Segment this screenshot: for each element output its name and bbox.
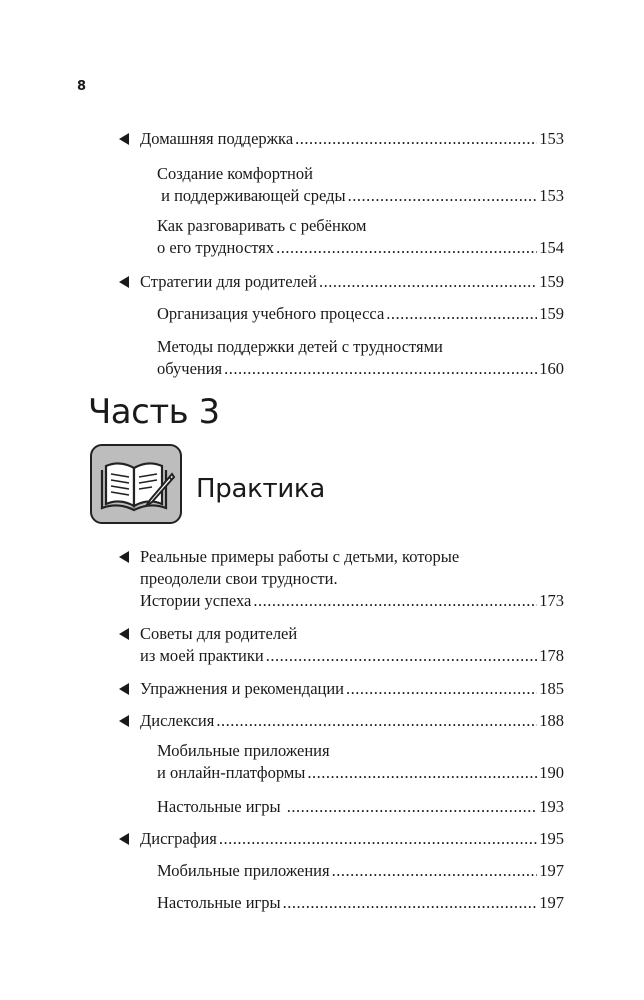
toc-entry (140, 271, 564, 293)
dot-leader (219, 828, 537, 850)
toc-page-number: 195 (539, 829, 564, 848)
toc-entry (140, 678, 564, 700)
toc-entry-title: Организация учебного процесса (157, 304, 385, 323)
toc-page-number: 190 (539, 763, 564, 782)
toc-page-number: 188 (539, 711, 564, 730)
page-number: 8 (77, 79, 87, 94)
toc-entry-title: и онлайн-платформы (157, 763, 306, 782)
toc-entry-title: о его трудностях (157, 238, 275, 257)
toc-page-number: 154 (539, 238, 564, 257)
toc-subentry (157, 303, 564, 325)
open-book-with-pen-icon (92, 446, 180, 522)
toc-entry-title: преодолели свои трудности. (140, 569, 338, 588)
dot-leader (283, 892, 538, 914)
toc-page-number: 153 (539, 186, 564, 205)
dot-leader (276, 237, 537, 259)
triangle-bullet-icon (119, 551, 129, 563)
triangle-bullet-icon (119, 683, 129, 695)
toc-subentry (157, 163, 564, 207)
toc-page-number: 197 (539, 861, 564, 880)
toc-subentry (157, 740, 564, 784)
toc-entry-title: Дисграфия (140, 829, 217, 848)
toc-entry-title: Дислексия (140, 711, 215, 730)
toc-subentry (157, 860, 564, 882)
toc-entry (140, 128, 564, 150)
part-name: Практика (196, 474, 325, 504)
triangle-bullet-icon (119, 276, 129, 288)
toc-entry-title: Мобильные приложения (157, 741, 330, 760)
part-icon-box (90, 444, 182, 524)
dot-leader (253, 590, 537, 612)
toc-subentry (157, 336, 564, 380)
toc-entry-title: Упражнения и рекомендации (140, 679, 345, 698)
triangle-bullet-icon (119, 833, 129, 845)
triangle-bullet-icon (119, 628, 129, 640)
dot-leader (307, 762, 537, 784)
toc-entry-title: Мобильные приложения (157, 861, 330, 880)
toc-entry-title: Настольные игры (157, 797, 285, 816)
dot-leader (348, 185, 538, 207)
toc-page-number: 173 (539, 591, 564, 610)
toc-subentry (157, 892, 564, 914)
toc-page-number: 197 (539, 893, 564, 912)
dot-leader (332, 860, 538, 882)
toc-entry-title: Советы для родителей (140, 624, 298, 643)
part-title: Часть 3 (88, 392, 220, 432)
dot-leader (224, 358, 537, 380)
toc-page-number: 178 (539, 646, 564, 665)
toc-page-number: 153 (539, 129, 564, 148)
toc-entry-title: Стратегии для родителей (140, 272, 317, 291)
toc-page-number: 185 (539, 679, 564, 698)
dot-leader (319, 271, 537, 293)
toc-subentry (157, 215, 564, 259)
toc-entry (140, 623, 564, 667)
triangle-bullet-icon (119, 715, 129, 727)
toc-page-number: 159 (539, 304, 564, 323)
toc-entry-title: Истории успеха (140, 591, 252, 610)
toc-entry-title: из моей практики (140, 646, 264, 665)
dot-leader (266, 645, 538, 667)
toc-subentry (157, 796, 564, 818)
toc-entry-title: и поддерживающей среды (157, 186, 346, 205)
dot-leader (295, 128, 537, 150)
toc-entry-title: Домашняя поддержка (140, 129, 294, 148)
dot-leader (386, 303, 537, 325)
toc-entry-title: Реальные примеры работы с детьми, которые (140, 547, 460, 566)
toc-entry-title: Методы поддержки детей с трудностями (157, 337, 443, 356)
dot-leader (346, 678, 537, 700)
toc-entry (140, 710, 564, 732)
dot-leader (287, 796, 537, 818)
toc-entry (140, 546, 564, 612)
toc-entry (140, 828, 564, 850)
toc-entry-title: Создание комфортной (157, 164, 313, 183)
toc-page-number: 160 (539, 359, 564, 378)
dot-leader (216, 710, 537, 732)
toc-entry-title: обучения (157, 359, 223, 378)
toc-entry-title: Как разговаривать с ребёнком (157, 216, 367, 235)
triangle-bullet-icon (119, 133, 129, 145)
toc-entry-title: Настольные игры (157, 893, 281, 912)
toc-page-number: 159 (539, 272, 564, 291)
toc-page-number: 193 (539, 797, 564, 816)
